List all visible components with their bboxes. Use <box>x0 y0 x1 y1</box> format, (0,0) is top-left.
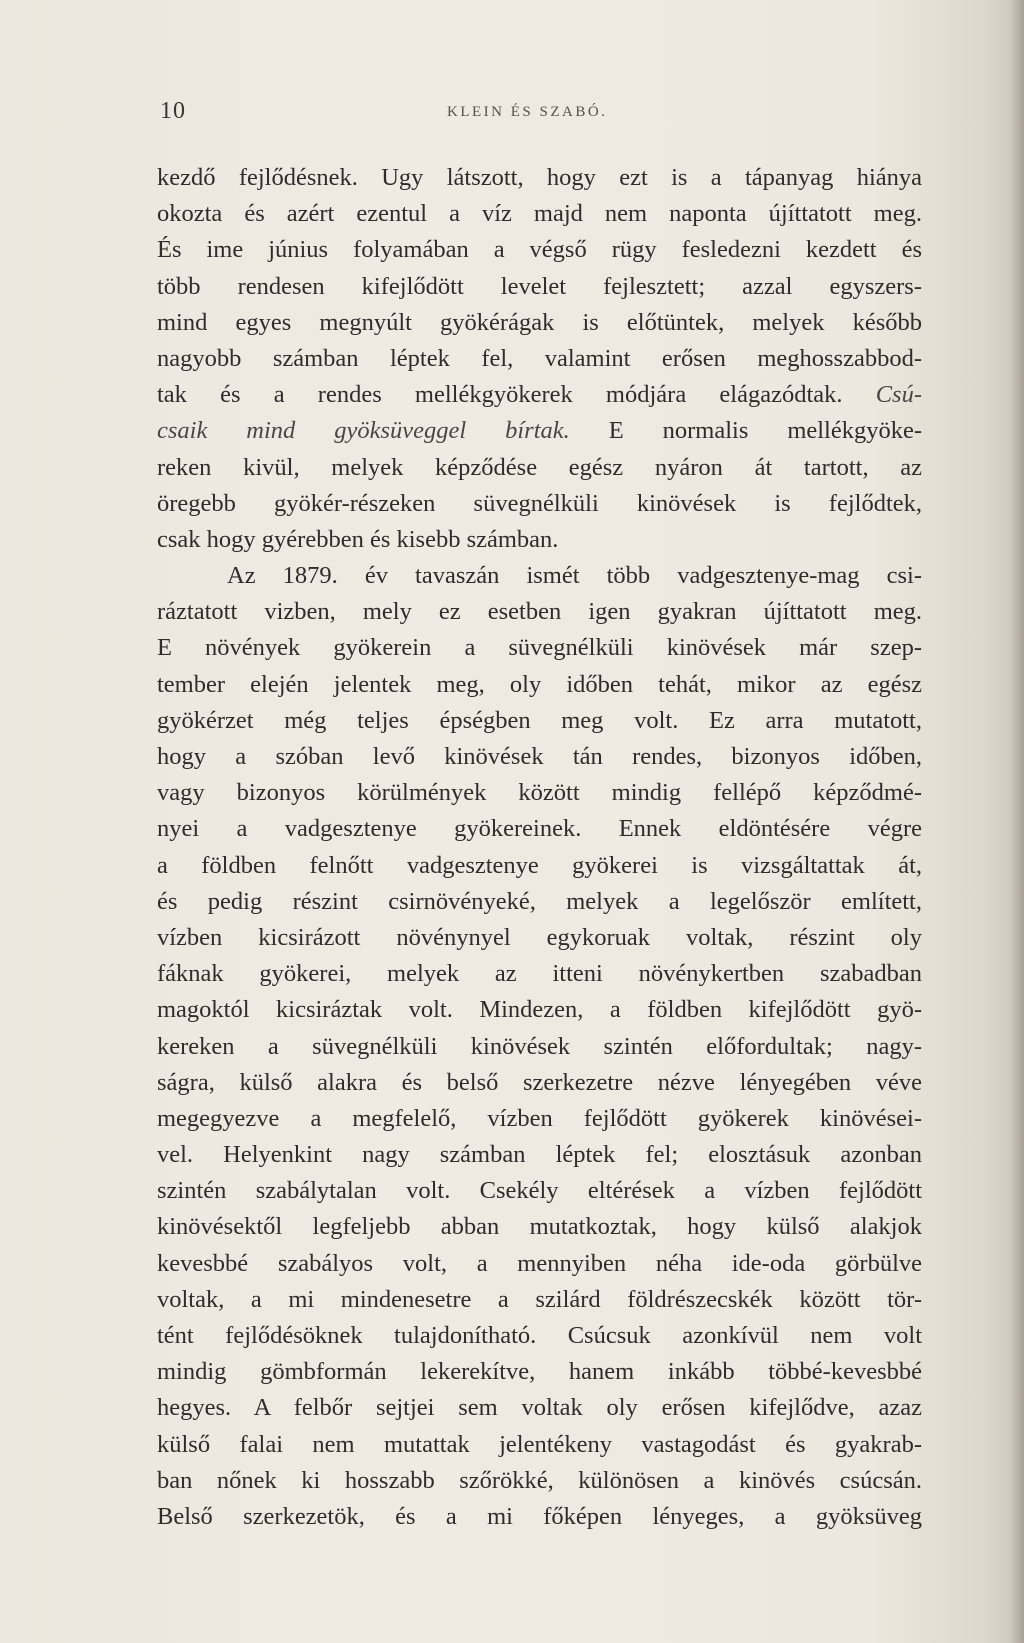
text-line: kezdő fejlődésnek. Ugy látszott, hogy ezt is a tápanyag hiánya <box>157 164 922 191</box>
page-number: 10 <box>160 98 186 124</box>
text-line: mindig gömbformán lekerekítve, hanem inkább többé-kevesbbé <box>157 1358 922 1386</box>
text-line: Belső szerkezetök, és a mi főképen lényeges, a gyöksüveg <box>157 1502 922 1530</box>
text-line: vízben kicsirázott növénynyel egykoruak voltak, részint oly <box>157 923 922 951</box>
text-line: ságra, külső alakra és belső szerkezetre nézve lényegében véve <box>157 1068 922 1096</box>
text-line: kereken a süvegnélküli kinövések szintén előfordultak; nagy- <box>157 1032 922 1060</box>
body-text <box>157 160 922 1535</box>
text-line <box>157 413 922 449</box>
text-line: és pedig részint csirnövényeké, melyek a legelőször említett, <box>157 887 922 915</box>
text-line: vagy bizonyos körülmények között mindig fellépő képződmé- <box>157 779 922 807</box>
text-line: több rendesen kifejlődött levelet fejlesztett; azzal egyszers- <box>157 272 922 300</box>
text-line: ráztatott vizben, mely ez esetben igen gyakran újíttatott meg. <box>157 598 922 626</box>
paragraph-first-line: Az 1879. év tavaszán ismét több vadgesztenye-mag csi- <box>227 562 922 590</box>
text-line: E növények gyökerein a süvegnélküli kinövések már szep- <box>157 634 922 662</box>
text-segment: tak és a rendes mellékgyökerek módjára elágazódtak. <box>157 381 843 409</box>
italic-segment: csaik mind gyöksüveggel bírtak. <box>157 417 570 445</box>
text-line: tember elején jelentek meg, oly időben tehát, mikor az egész <box>157 670 922 698</box>
text-line: reken kivül, melyek képződése egész nyáron át tartott, az <box>157 453 922 481</box>
text-line: nyei a vadgesztenye gyökereinek. Ennek eldöntésére végre <box>157 815 922 843</box>
running-head: KLEIN ÉS SZABÓ. <box>447 104 608 120</box>
text-line: a földben felnőtt vadgesztenye gyökerei is vizsgáltattak át, <box>157 851 922 879</box>
text-line: csak hogy gyérebben és kisebb számban. <box>157 525 559 553</box>
text-line: okozta és azért ezentul a víz majd nem naponta újíttatott meg. <box>157 200 922 228</box>
text-line: nagyobb számban léptek fel, valamint erősen meghosszabbod- <box>157 344 922 372</box>
text-line: kevesbbé szabályos volt, a mennyiben néha ide-oda görbülve <box>157 1249 922 1277</box>
text-line: vel. Helyenkint nagy számban léptek fel; elosztásuk azonban <box>157 1141 922 1169</box>
text-line: gyökérzet még teljes épségben meg volt. Ez arra mutatott, <box>157 706 922 734</box>
text-line: ban nőnek ki hosszabb szőrökké, különösen a kinövés csúcsán. <box>157 1466 922 1494</box>
text-line: hogy a szóban levő kinövések tán rendes, bizonyos időben, <box>157 743 922 770</box>
text-line: kinövésektől legfeljebb abban mutatkoztak, hogy külső alakjok <box>157 1213 922 1241</box>
text-line: fáknak gyökerei, melyek az itteni növénykertben szabadban <box>157 960 922 988</box>
text-line: megegyezve a megfelelő, vízben fejlődött gyökerek kinövései- <box>157 1104 922 1132</box>
text-line: hegyes. A felbőr sejtjei sem voltak oly erősen kifejlődve, azaz <box>157 1394 922 1422</box>
text-line: tént fejlődésöknek tulajdonítható. Csúcsuk azonkívül nem volt <box>157 1322 922 1349</box>
text-line: szintén szabálytalan volt. Csekély eltérések a vízben fejlődött <box>157 1177 922 1205</box>
page-header <box>160 98 920 128</box>
text-line: magoktól kicsiráztak volt. Mindezen, a földben kifejlődött gyö- <box>157 996 922 1024</box>
text-line: öregebb gyökér-részeken süvegnélküli kinövések is fejlődtek, <box>157 489 922 517</box>
text-line: mind egyes megnyúlt gyökérágak is előtüntek, melyek később <box>157 308 922 336</box>
italic-segment: Csú- <box>875 381 922 409</box>
text-line <box>157 377 922 413</box>
text-segment: E normalis mellékgyöke- <box>608 417 922 445</box>
text-line: külső falai nem mutattak jelentékeny vastagodást és gyakrab- <box>157 1430 922 1458</box>
text-line: És ime június folyamában a végső rügy fesledezni kezdett és <box>157 236 922 264</box>
text-line: voltak, a mi mindenesetre a szilárd földrészecskék között tör- <box>157 1285 922 1313</box>
